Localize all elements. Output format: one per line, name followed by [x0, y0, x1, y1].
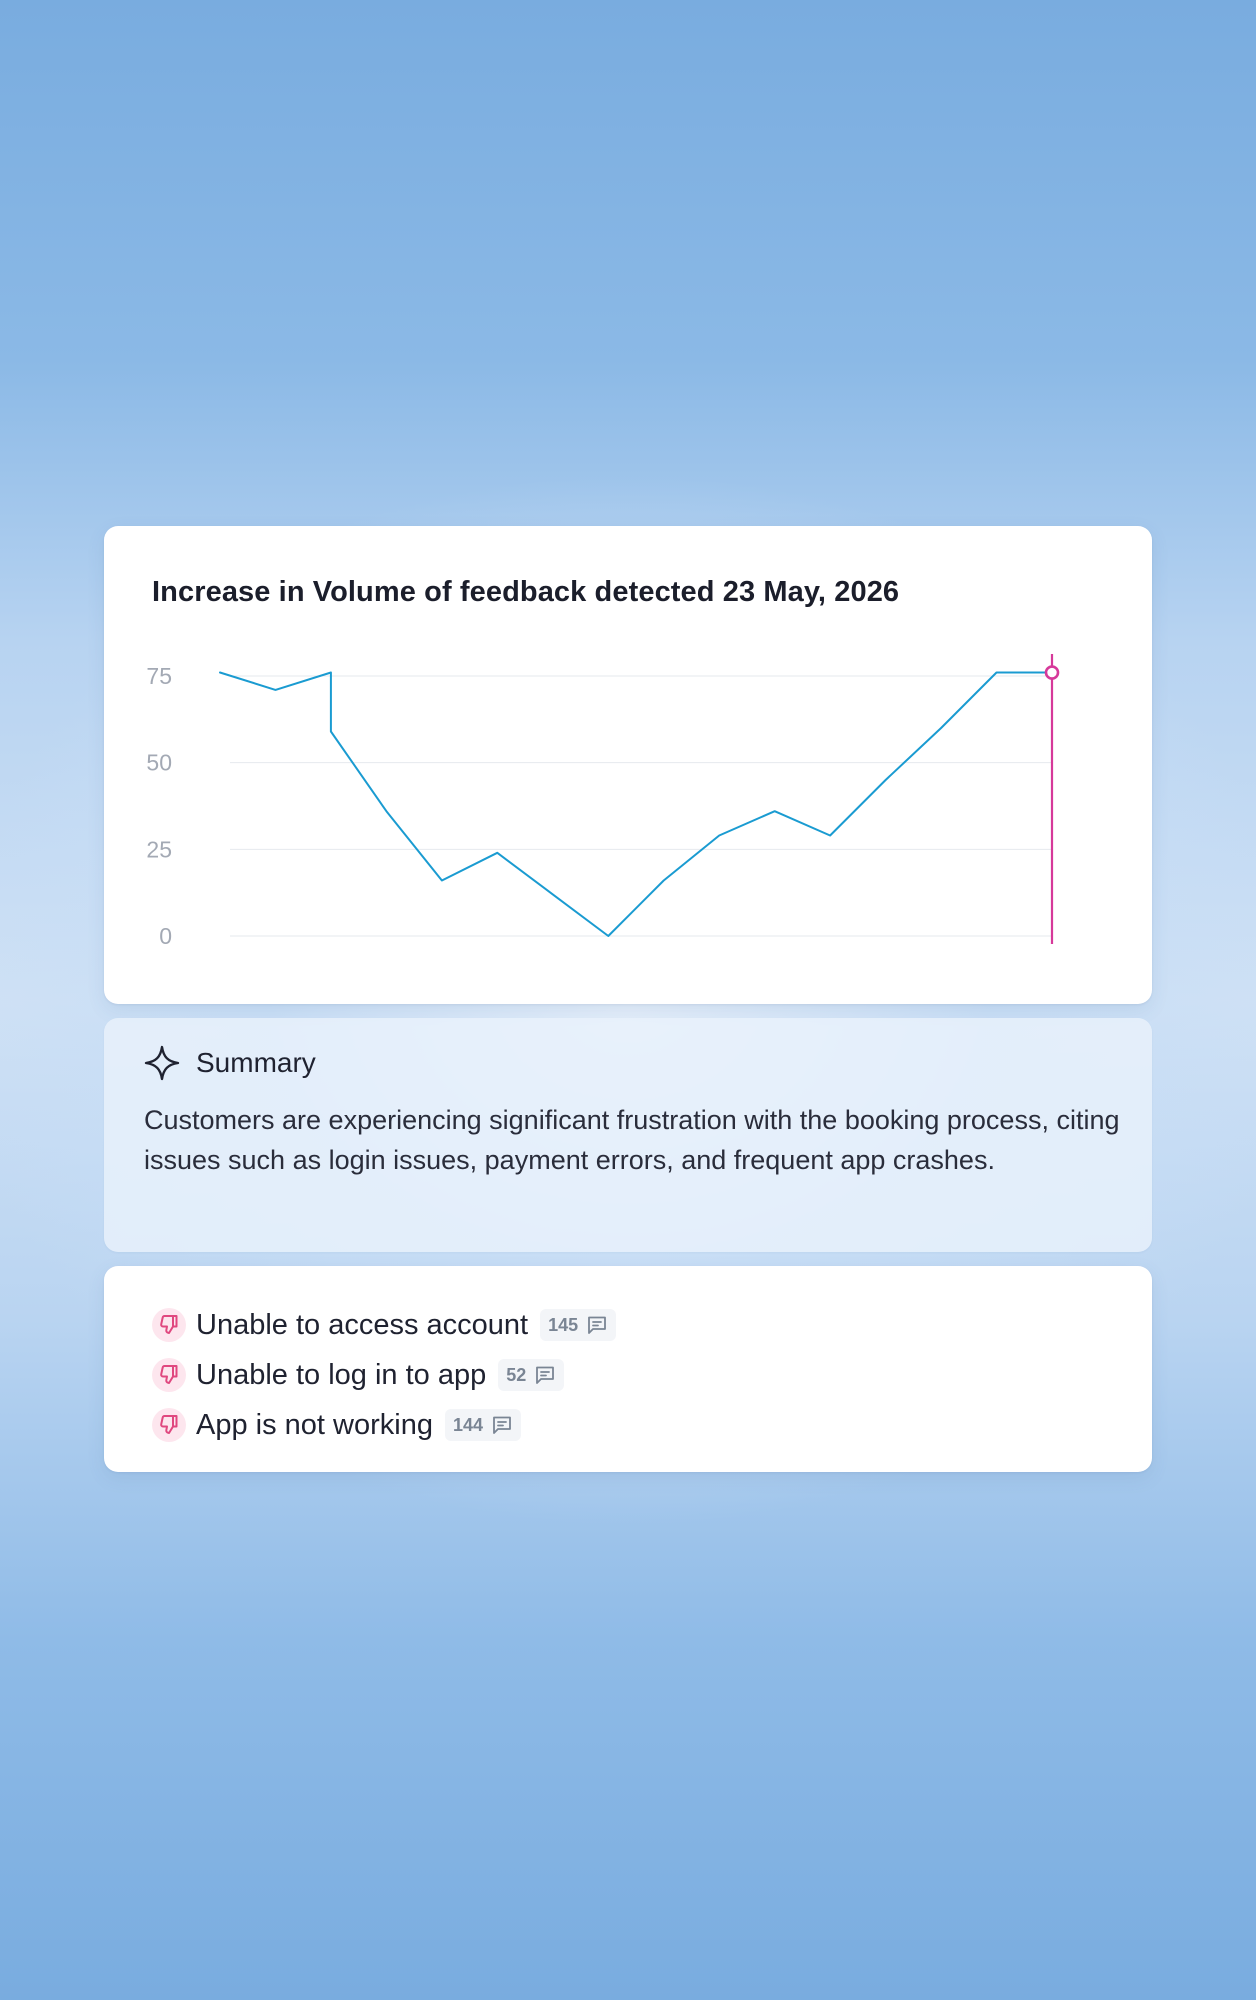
issue-item[interactable]	[152, 1300, 616, 1350]
comment-icon	[491, 1414, 513, 1436]
comment-count-badge[interactable]	[498, 1359, 564, 1391]
sparkle-icon	[144, 1045, 180, 1081]
thumbs-down-icon	[152, 1408, 186, 1442]
y-tick-label: 25	[146, 836, 172, 863]
comment-count-badge[interactable]	[445, 1409, 521, 1441]
thumbs-down-icon	[152, 1358, 186, 1392]
issues-card	[104, 1266, 1152, 1472]
comment-icon	[586, 1314, 608, 1336]
comment-count: 145	[548, 1314, 579, 1335]
issue-list	[152, 1300, 616, 1450]
comment-count: 144	[452, 1414, 484, 1435]
feedback-chart-card	[104, 526, 1152, 1004]
y-tick-label: 75	[146, 663, 172, 689]
issue-label: App is not working	[196, 1408, 433, 1441]
summary-header	[144, 1042, 316, 1084]
chart-title: Increase in Volume of feedback detected 23 May, 2026	[152, 576, 900, 608]
comment-icon	[534, 1364, 556, 1386]
marker-point	[1046, 667, 1058, 679]
y-tick-label: 50	[146, 749, 172, 776]
comment-count-badge[interactable]	[540, 1309, 616, 1341]
thumbs-down-icon	[152, 1308, 186, 1342]
issue-label: Unable to access account	[196, 1308, 529, 1341]
issue-item[interactable]	[152, 1400, 616, 1450]
summary-card	[104, 1018, 1152, 1252]
series-line	[220, 673, 1052, 937]
summary-text: Customers are experiencing significant frustration with the booking process, citing issues such as login issues, payment errors, and frequent app crashes.	[144, 1105, 1120, 1175]
issue-item[interactable]	[152, 1350, 616, 1400]
summary-title: Summary	[196, 1047, 316, 1078]
comment-count: 52	[506, 1364, 527, 1385]
feedback-volume-chart	[104, 526, 1152, 1004]
issue-label: Unable to log in to app	[196, 1358, 487, 1391]
y-tick-label: 0	[159, 923, 172, 949]
